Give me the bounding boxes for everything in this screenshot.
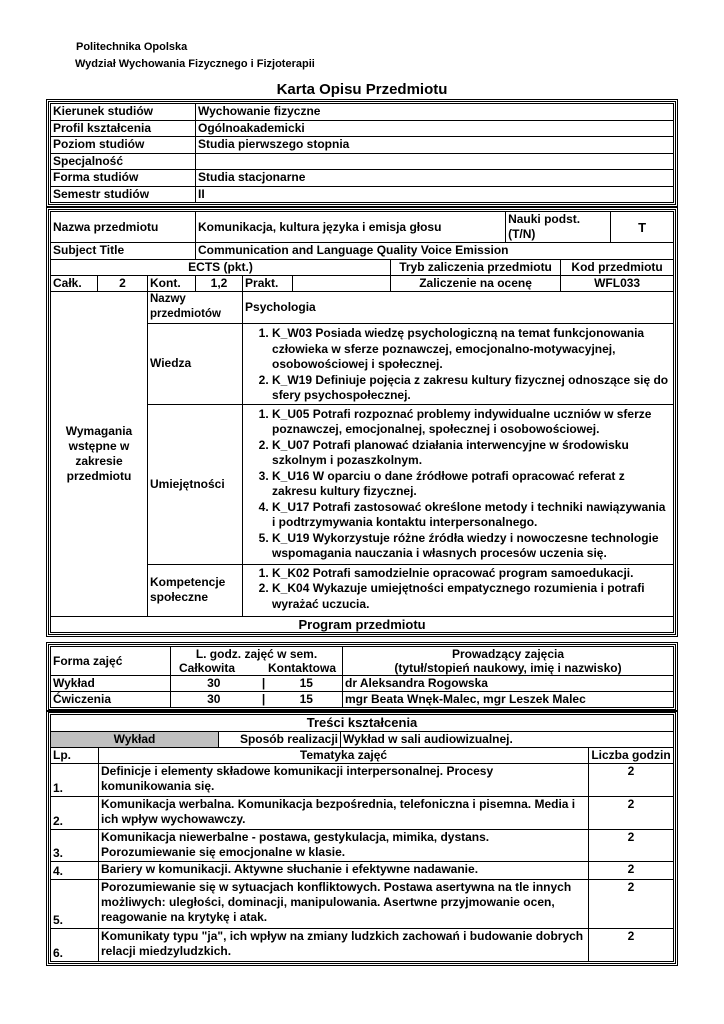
tresci-table [50,714,674,962]
study-info-label: Specjalność [51,153,196,170]
wiedza-label: Wiedza [148,324,243,405]
umiejetnosci-label: Umiejętności [148,404,243,564]
wiedza-item: 2. K_W19 Definiuje pojęcia z zakresu kultury fizycznej odnoszące się do sfery psychospołecznej. [272,373,671,404]
program-prowadzacy: dr Aleksandra Rogowska [343,676,674,692]
study-info-label: Semestr studiów [51,186,196,203]
topic-hours: 2 [589,830,674,862]
study-info-value: Wychowanie fizyczne [196,104,674,121]
topic-hours: 2 [589,862,674,880]
prakt-label: Prakt. [243,276,293,292]
document-title: Karta Opisu Przedmiotu [276,81,448,98]
umiejetnosci-item: 5. K_U19 Wykorzystuje różne źródła wiedzy i nowoczesne technologie wspomagania nauczania i własnych procesów uczenia się. [272,531,671,562]
tematyka-label: Tematyka zajęć [99,748,589,764]
umiejetnosci-item: 4. K_U17 Potrafi zastosować określone metody i techniki nawiązywania i podtrzymywania kontaktu interpersonalnego. [272,500,671,531]
study-info-value: II [196,186,674,203]
program-row [51,692,674,708]
kont-value: 1,2 [196,276,243,292]
program-kont: 15 [271,676,343,692]
calk-value: 2 [98,276,148,292]
study-info-value: Ogólnoakademicki [196,120,674,137]
wiedza-item: 1. K_W03 Posiada wiedzę psychologiczną na temat funkcjonowania człowieka w sferze poznawczej, emocjonalno-motywacyjnej, osobowościowej i społecznej. [272,326,671,373]
topic-text: Komunikaty typu "ja", ich wpływ na zmiany ludzkich zachowań i budowanie dobrych relacji miedzyludzkich. [99,929,589,962]
kompetencje-item: 2. K_K04 Wykazuje umiejętności empatycznego rozumienia i potrafi wyrażać uczucia. [272,581,671,612]
forma-label: Forma zajęć [51,647,171,676]
topic-row [51,880,674,929]
study-info-label: Kierunek studiów [51,104,196,121]
topic-row [51,764,674,797]
sposob-value: Wykład w sali audiowizualnej. [341,732,674,748]
topic-row [51,929,674,962]
tryb-value: Zaliczenie na ocenę [391,276,561,292]
topic-lp: 2. [51,797,99,830]
university-name: Politechnika Opolska [76,41,188,53]
calk-label: Całk. [51,276,98,292]
subject-name-label: Nazwa przedmiotu [51,212,196,243]
study-info-label: Poziom studiów [51,137,196,154]
umiejetnosci-list [245,407,671,562]
names-label: Nazwy przedmiotów [148,292,243,324]
umiejetnosci-item: 1. K_U05 Potrafi rozpoznać problemy indywidualne uczniów w sferze poznawczej, emocjonalnej, społecznej i osobowościowej. [272,407,671,438]
topic-text: Porozumiewanie się w sytuacjach konfliktowych. Postawa asertywna na tle innych możliwych: uległości, dominacji, manipulowania. Asertwne przyjmowanie ocen, reagowanie na krytykę i atak. [99,880,589,929]
tresci-title: Treści kształcenia [51,715,674,732]
topic-row [51,830,674,862]
calkowita-label: Całkowita [179,661,236,675]
prerequisites-label: Wymagania wstępne w zakresie przedmiotu [51,292,148,617]
program-calk: 30 [171,692,257,708]
program-table [50,646,674,708]
umiejetnosci-item: 3. K_U16 W oparciu o dane źródłowe potrafi opracować referat z zakresu kultury fizycznej. [272,469,671,500]
topic-hours: 2 [589,764,674,797]
program-title: Program przedmiotu [51,616,674,632]
kompetencje-item: 1. K_K02 Potrafi samodzielnie opracować program samoedukacji. [272,566,671,582]
topic-text: Bariery w komunikacji. Aktywne słuchanie i efektywne nadawanie. [99,862,589,880]
topic-row [51,862,674,880]
faculty-name: Wydział Wychowania Fizycznego i Fizjoterapii [75,58,315,70]
topic-text: Komunikacja werbalna. Komunikacja bezpośrednia, telefoniczna i pisemna. Media i ich wpływ wychowawczy. [99,797,589,830]
study-info-row [51,170,674,187]
study-info-value [196,153,674,170]
program-forma: Wykład [51,676,171,692]
topic-lp: 1. [51,764,99,797]
names-value: Psychologia [243,292,674,324]
nauki-label: Nauki podst. (T/N) [506,212,611,243]
godz-label: L. godz. zajęć w sem. [195,647,318,661]
subject-table [50,211,674,633]
topic-hours: 2 [589,880,674,929]
kontaktowa-label: Kontaktowa [267,661,336,675]
topic-row [51,797,674,830]
topic-text: Definicje i elementy składowe komunikacji interpersonalnej. Procesy komunikowania się. [99,764,589,797]
subject-name: Komunikacja, kultura języka i emisja głosu [196,212,506,243]
kod-value: WFL033 [561,276,674,292]
kont-label: Kont. [148,276,196,292]
prowadzacy-sub: (tytuł/stopień naukowy, imię i nazwisko) [394,661,622,675]
study-info-row [51,104,674,121]
umiejetnosci-item: 2. K_U07 Potrafi planować działania interwencyjne w środowisku szkolnym i pozaszkolnym. [272,438,671,469]
tryb-label: Tryb zaliczenia przedmiotu [391,260,561,276]
tresci-type-label: Wykład [51,732,219,748]
subject-title: Communication and Language Quality Voice Emission [196,243,674,260]
study-info-row [51,186,674,203]
prowadzacy-label: Prowadzący zajęcia [451,647,565,661]
topic-lp: 5. [51,880,99,929]
study-info-label: Profil kształcenia [51,120,196,137]
subject-title-label: Subject Title [51,243,196,260]
prakt-value [293,276,391,292]
program-kont: 15 [271,692,343,708]
program-separator: | [257,676,271,692]
program-forma: Ćwiczenia [51,692,171,708]
godziny-label: Liczba godzin [589,748,674,764]
program-calk: 30 [171,676,257,692]
program-separator: | [257,692,271,708]
program-row [51,676,674,692]
lp-label: Lp. [51,748,99,764]
topic-lp: 4. [51,862,99,880]
study-info-row [51,153,674,170]
ects-label: ECTS (pkt.) [51,260,391,276]
topic-lp: 3. [51,830,99,862]
study-info-row [51,120,674,137]
kompetencje-list [245,566,671,613]
topic-lp: 6. [51,929,99,962]
kod-label: Kod przedmiotu [561,260,674,276]
topic-hours: 2 [589,929,674,962]
sposob-label: Sposób realizacji [219,732,341,748]
study-info-value: Studia stacjonarne [196,170,674,187]
kompetencje-label: Kompetencje społeczne [148,564,243,616]
wiedza-list [245,326,671,404]
study-info-value: Studia pierwszego stopnia [196,137,674,154]
topic-text: Komunikacja niewerbalne - postawa, gestykulacja, mimika, dystans. Porozumiewanie się emocjonalne w klasie. [99,830,589,862]
study-info-table [50,103,674,203]
topic-hours: 2 [589,797,674,830]
nauki-value: T [611,212,674,243]
study-info-row [51,137,674,154]
program-prowadzacy: mgr Beata Wnęk-Malec, mgr Leszek Malec [343,692,674,708]
study-info-label: Forma studiów [51,170,196,187]
